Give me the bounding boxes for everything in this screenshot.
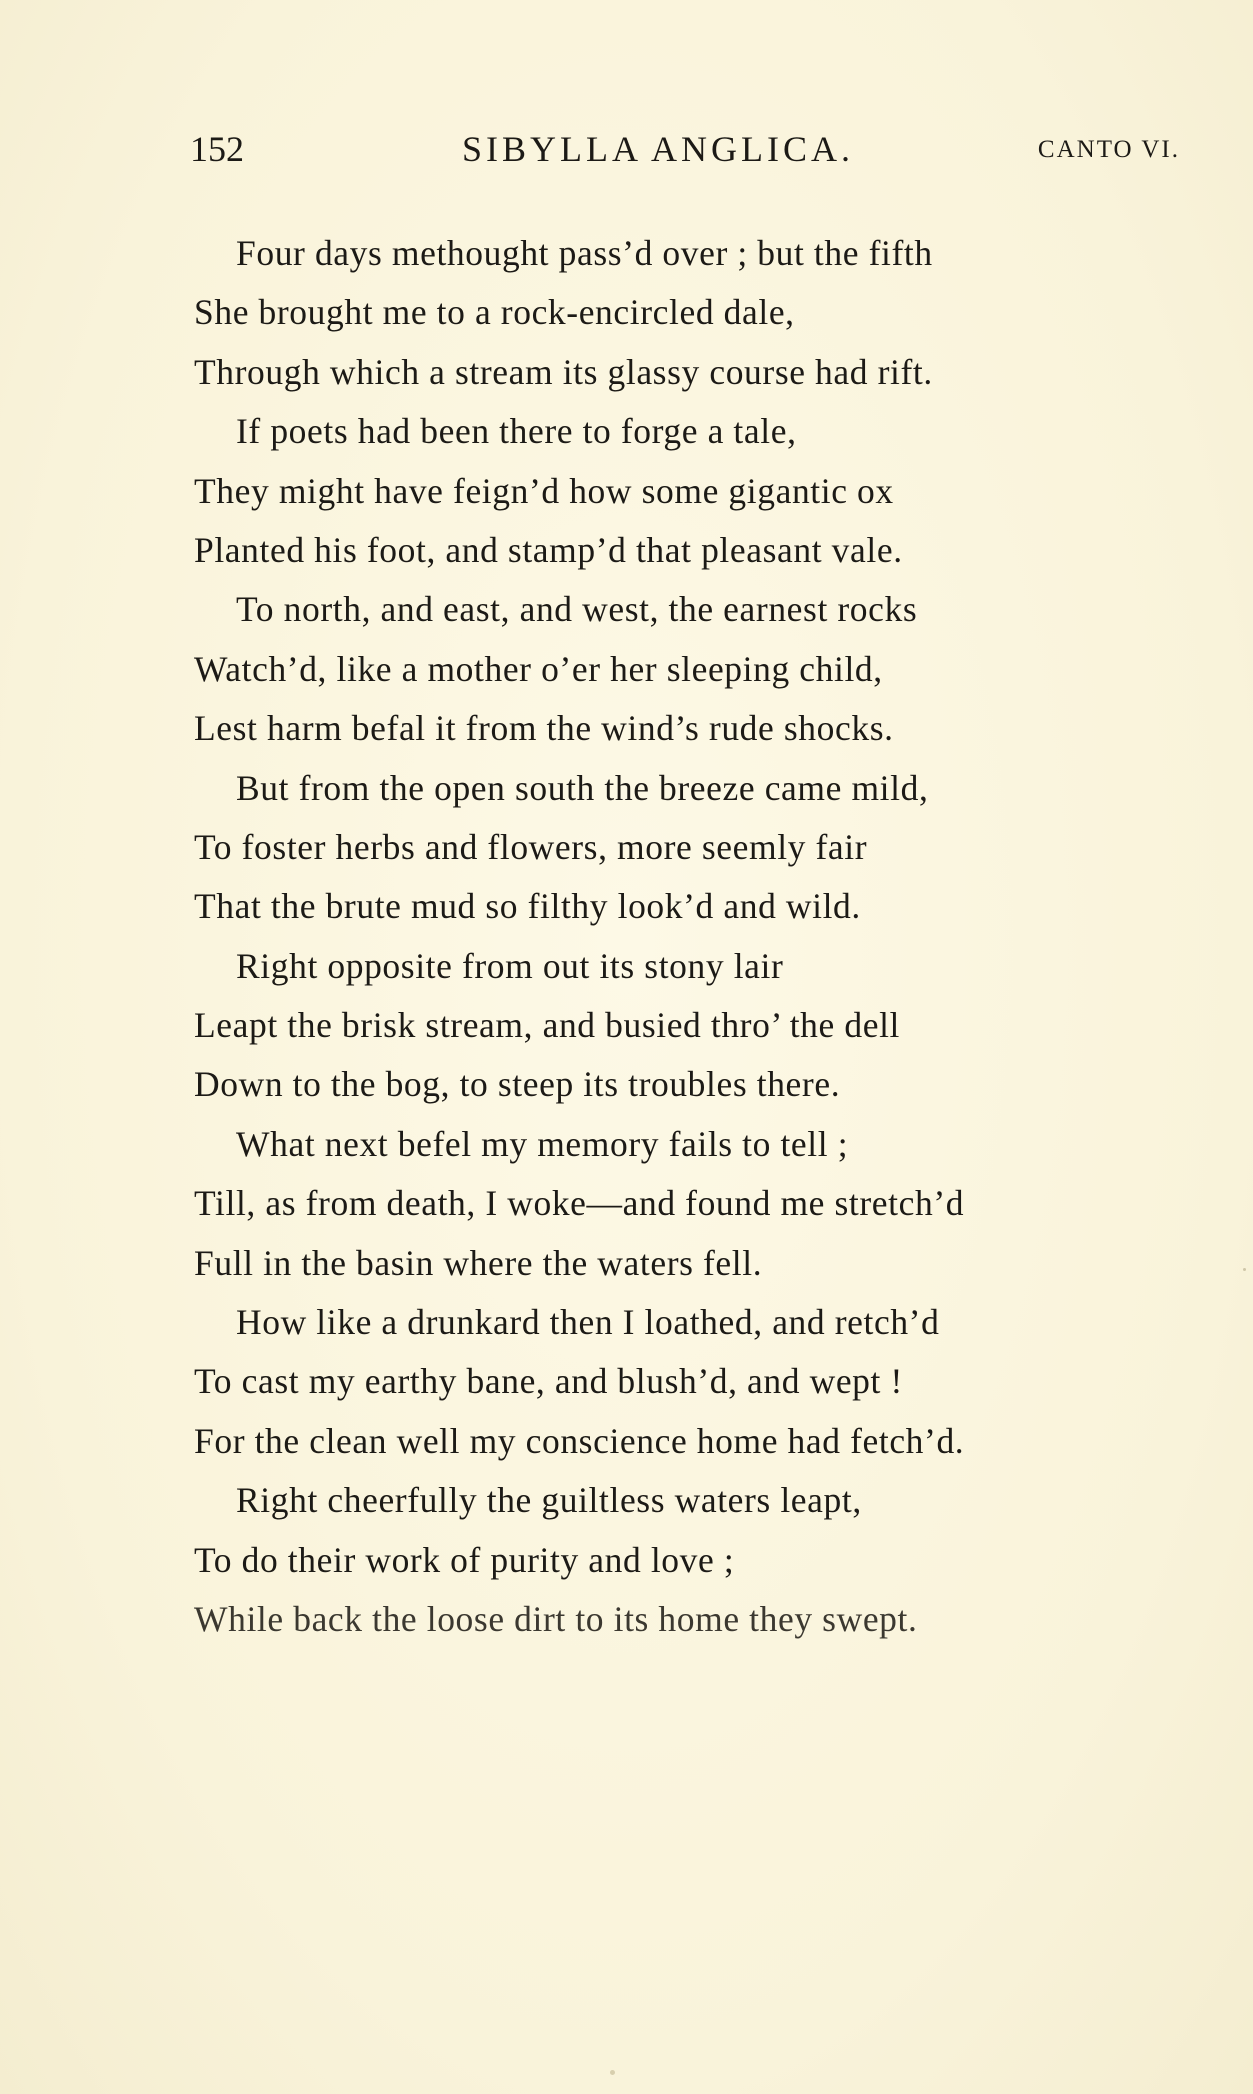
poem-text [194,224,1174,1649]
poem-line: While back the loose dirt to its home they swept. [194,1598,918,1639]
paper-speck [1243,1268,1246,1271]
poem-line: How like a drunkard then I loathed, and retch’d [236,1302,940,1343]
poem-line: That the brute mud so filthy look’d and wild. [194,886,861,927]
poem-line: To foster herbs and flowers, more seemly fair [194,826,868,867]
poem-line: Till, as from death, I woke—and found me stretch’d [194,1183,965,1224]
poem-line: If poets had been there to forge a tale, [236,411,797,452]
poem-line: Leapt the brisk stream, and busied thro’ the dell [194,1005,900,1046]
page-number: 152 [190,129,244,169]
running-head [190,128,1180,178]
running-title: SIBYLLA ANGLICA. [462,129,855,169]
paper-speck [610,2070,615,2075]
poem-line: To do their work of purity and love ; [194,1539,735,1580]
poem-line: She brought me to a rock-encircled dale, [194,292,795,333]
poem-line: Lest harm befal it from the wind’s rude shocks. [194,708,894,749]
poem-line: Planted his foot, and stamp’d that pleasant vale. [194,529,903,570]
poem-line: Four days methought pass’d over ; but the fifth [236,233,933,273]
poem-line: To north, and east, and west, the earnest rocks [236,589,918,630]
poem-line: Right opposite from out its stony lair [236,945,784,986]
poem-line: What next befel my memory fails to tell ; [236,1123,849,1164]
poem-line: Full in the basin where the waters fell. [194,1242,763,1283]
poem-line: Through which a stream its glassy course had rift. [194,351,933,392]
poem-line: To cast my earthy bane, and blush’d, and wept ! [194,1361,903,1402]
poem-line: Right cheerfully the guiltless waters leapt, [236,1480,862,1521]
poem-line: Watch’d, like a mother o’er her sleeping child, [194,648,883,689]
poem-line: Down to the bog, to steep its troubles there. [194,1064,841,1105]
canto-label: CANTO VI. [1037,136,1180,163]
poem-line: For the clean well my conscience home had fetch’d. [194,1420,965,1461]
poem-line: But from the open south the breeze came mild, [236,767,929,808]
poem-line: They might have feign’d how some gigantic ox [194,470,894,511]
